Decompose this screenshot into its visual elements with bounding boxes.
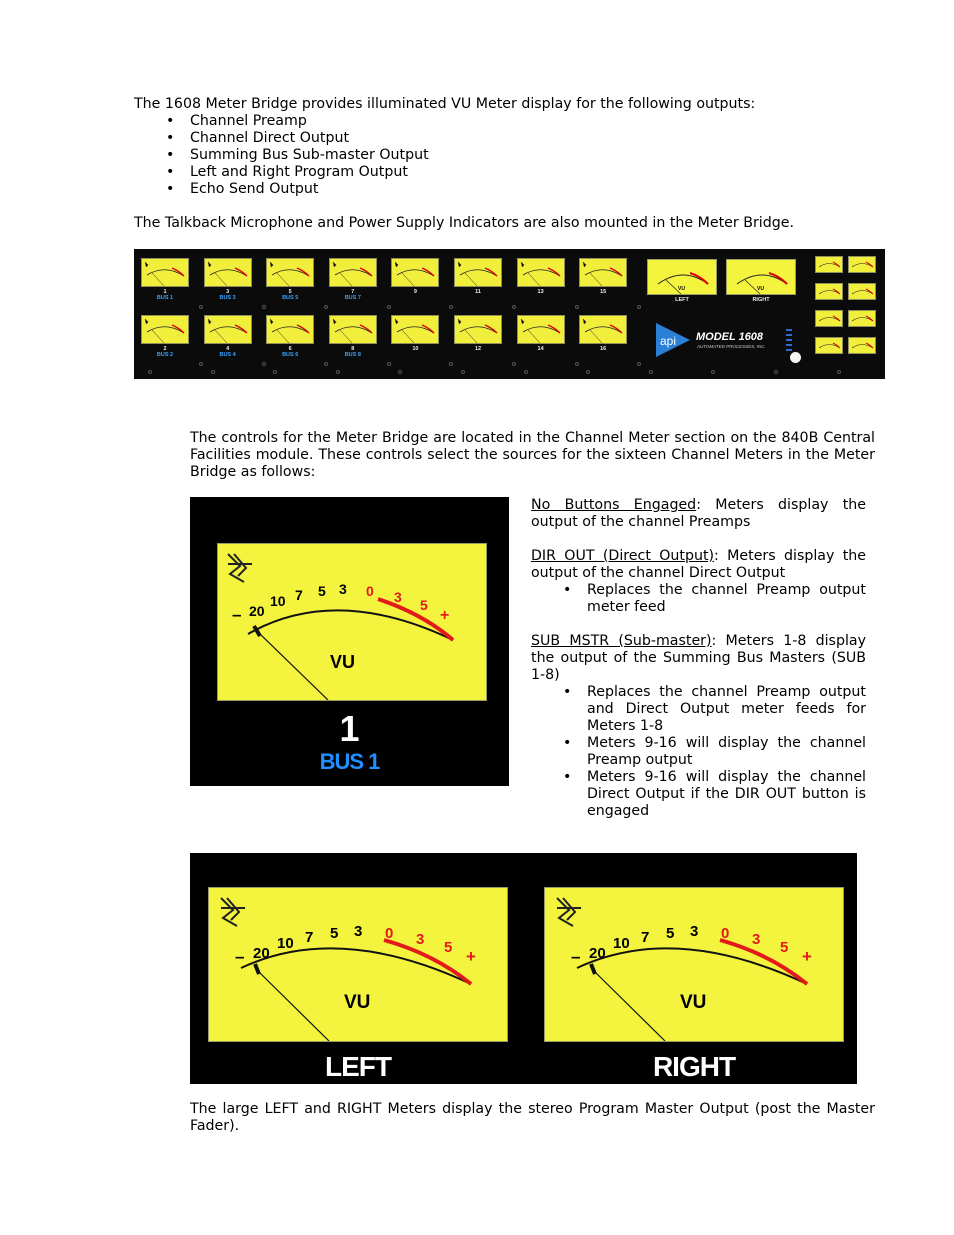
left-label: LEFT: [675, 297, 689, 303]
talkback-paragraph: The Talkback Microphone and Power Supply Indicators are also mounted in the Meter Bridge.: [134, 215, 794, 231]
screw-icon: [324, 362, 328, 366]
svg-text:10: 10: [613, 935, 630, 952]
channel-meter-label: [454, 346, 502, 352]
bus-label: BUS 2: [156, 352, 174, 358]
list-item: • Meters 9-16 will display the channel Preamp output: [587, 735, 866, 769]
channel-meter: [391, 315, 439, 344]
talkback-microphone: [790, 352, 801, 363]
channel-number: 5: [288, 289, 292, 295]
list-item: • Echo Send Output: [190, 181, 690, 198]
no-buttons-title: No Buttons Engaged: [531, 497, 697, 513]
channel-number: 11: [475, 289, 481, 295]
channel-meter: [454, 315, 502, 344]
channel-meter: [391, 258, 439, 287]
channel-number: 1: [163, 289, 167, 295]
bus-label: BUS 1: [156, 295, 174, 301]
sub-mstr-text: : Meters 1-8 display the output of the Summing Bus Masters (SUB 1-8): [531, 633, 866, 683]
channel-number: 2: [163, 346, 167, 352]
channel-number: 9: [413, 289, 417, 295]
channel-meter-label: [329, 289, 377, 301]
scale-numbers: [571, 923, 812, 1013]
svg-text:5: 5: [666, 925, 675, 942]
screw-icon: [148, 370, 152, 374]
vu-scale-icon: [209, 888, 507, 1041]
svg-text:+: +: [440, 607, 450, 624]
final-paragraph: The large LEFT and RIGHT Meters display the stereo Program Master Output (post the Master Fader).: [190, 1101, 875, 1134]
channel-number: 4: [226, 346, 230, 352]
meter-number: 1: [339, 708, 360, 749]
channel-meter-label: [391, 289, 439, 295]
scale-numbers: [235, 923, 476, 1013]
right-vu-meter-face: [544, 887, 844, 1042]
intro-paragraph: The 1608 Meter Bridge provides illuminated VU Meter display for the following outputs:: [134, 96, 756, 112]
right-meter-label: RIGHT: [652, 1051, 736, 1082]
screw-icon: [336, 370, 340, 374]
left-vu-meter-face: [208, 887, 508, 1042]
screw-icon: [199, 362, 203, 366]
svg-text:VU: VU: [680, 992, 707, 1013]
channel-meter: [579, 258, 627, 287]
list-item: • Summing Bus Sub-master Output: [190, 147, 690, 164]
screw-icon: [774, 370, 778, 374]
svg-text:0: 0: [366, 583, 374, 599]
channel-number: 13: [537, 289, 544, 295]
svg-text:3: 3: [690, 923, 699, 940]
model-subtitle: AUTOMATED PROCESSES, INC.: [697, 344, 766, 349]
svg-text:5: 5: [780, 939, 789, 956]
svg-text:5: 5: [444, 939, 453, 956]
echo-send-meter: [848, 256, 876, 273]
channel-meter-label: [266, 289, 314, 301]
channel-meter-label: [579, 289, 627, 295]
channel-meter: [454, 258, 502, 287]
svg-text:20: 20: [253, 945, 270, 962]
channel-meter: [266, 315, 314, 344]
channel-meter: [329, 315, 377, 344]
svg-text:20: 20: [589, 945, 606, 962]
svg-text:5: 5: [318, 583, 326, 599]
channel-meter: [141, 315, 189, 344]
svg-text:5: 5: [330, 925, 339, 942]
channel-number: 8: [351, 346, 355, 352]
svg-text:7: 7: [641, 929, 650, 946]
button-modes: [531, 497, 866, 820]
meter-bus-label: BUS 1: [319, 749, 380, 774]
screw-icon: [649, 370, 653, 374]
svg-text:+: +: [802, 947, 812, 966]
screw-icon: [324, 305, 328, 309]
vu-scale-icon: [727, 260, 797, 296]
screw-icon: [637, 362, 641, 366]
svg-text:3: 3: [339, 581, 347, 597]
svg-text:–: –: [571, 947, 581, 966]
svg-text:VU: VU: [757, 286, 764, 292]
sub-mstr-paragraph: [531, 633, 866, 684]
channel-number: 10: [412, 346, 419, 352]
screw-icon: [449, 362, 453, 366]
left-right-meters-image: [190, 853, 857, 1084]
dir-out-list: [587, 582, 866, 616]
echo-send-meter: [815, 256, 843, 273]
screw-icon: [586, 370, 590, 374]
echo-send-meter: [848, 310, 876, 327]
screw-icon: [211, 370, 215, 374]
api-logo-icon: [652, 321, 692, 359]
screw-icon: [398, 370, 402, 374]
svg-text:VU: VU: [678, 286, 685, 292]
channel-meter-label: [141, 346, 189, 358]
echo-send-meter: [848, 337, 876, 354]
vu-meter-face: [217, 543, 487, 701]
svg-text:+: +: [466, 947, 476, 966]
svg-text:VU: VU: [330, 652, 356, 672]
list-item: • Replaces the channel Preamp output and Direct Output meter feeds for Meters 1-8: [587, 684, 866, 735]
svg-text:5: 5: [420, 597, 428, 613]
channel-meter-label: [141, 289, 189, 301]
echo-send-meter: [815, 283, 843, 300]
channel-number: 3: [226, 289, 230, 295]
screw-icon: [575, 305, 579, 309]
left-program-meter: [647, 259, 717, 295]
bus-label: BUS 8: [344, 352, 361, 358]
right-label: RIGHT: [752, 297, 770, 303]
screw-icon: [273, 370, 277, 374]
screw-icon: [262, 305, 266, 309]
screw-icon: [387, 362, 391, 366]
list-item: • Channel Direct Output: [190, 130, 690, 147]
svg-text:3: 3: [394, 589, 402, 605]
svg-text:0: 0: [721, 925, 730, 942]
channel-meter: [329, 258, 377, 287]
meter-bridge-image: [134, 249, 885, 379]
bus-label: BUS 4: [219, 352, 236, 358]
model-label: MODEL 1608: [696, 331, 764, 343]
svg-text:10: 10: [277, 935, 294, 952]
channel-number: 14: [537, 346, 544, 352]
channel-meter-label: [204, 346, 252, 358]
vu-scale-icon: [218, 544, 486, 700]
dir-out-paragraph: [531, 548, 866, 582]
right-program-meter: [726, 259, 796, 295]
svg-text:–: –: [235, 947, 245, 966]
channel-meter: [517, 258, 565, 287]
channel-meter-label: [204, 289, 252, 301]
channel-meter: [579, 315, 627, 344]
svg-text:VU: VU: [344, 992, 371, 1013]
channel-number: 16: [600, 346, 607, 352]
channel-number: 15: [600, 289, 607, 295]
no-buttons-paragraph: [531, 497, 866, 531]
svg-text:0: 0: [385, 925, 394, 942]
list-item: • Left and Right Program Output: [190, 164, 690, 181]
svg-text:3: 3: [416, 931, 425, 948]
channel-number: 7: [351, 289, 355, 295]
svg-text:10: 10: [270, 593, 286, 609]
channel-meter-label: [517, 346, 565, 352]
dir-out-title: DIR OUT (Direct Output): [531, 548, 715, 564]
vu-scale-icon: [648, 260, 718, 296]
outputs-list: [190, 113, 690, 198]
power-supply-indicators: [786, 329, 796, 353]
channel-meter-image: [190, 497, 509, 786]
channel-meter-label: [579, 346, 627, 352]
left-meter-label: LEFT: [325, 1051, 391, 1082]
channel-number: 6: [288, 346, 292, 352]
echo-send-meter: [815, 310, 843, 327]
channel-meter: [517, 315, 565, 344]
screw-icon: [449, 305, 453, 309]
channel-meter-label: [391, 346, 439, 352]
bus-label: BUS 3: [219, 295, 236, 301]
list-item: • Meters 9-16 will display the channel Direct Output if the DIR OUT button is engaged: [587, 769, 866, 820]
channel-meter: [266, 258, 314, 287]
channel-meter-label: [266, 346, 314, 358]
controls-paragraph: The controls for the Meter Bridge are located in the Channel Meter section on the 840B Central Facilities module. These controls select the sources for the sixteen Channel Meters in the Meter Bridge as follows:: [190, 430, 875, 480]
svg-text:api: api: [660, 334, 677, 348]
channel-meter: [141, 258, 189, 287]
channel-meter: [204, 258, 252, 287]
list-item: • Replaces the channel Preamp output meter feed: [587, 582, 866, 616]
screw-icon: [637, 305, 641, 309]
screw-icon: [524, 370, 528, 374]
sub-mstr-title: SUB MSTR (Sub-master): [531, 633, 712, 649]
channel-meter: [204, 315, 252, 344]
svg-text:20: 20: [249, 603, 265, 619]
screw-icon: [262, 362, 266, 366]
svg-text:–: –: [232, 605, 242, 624]
screw-icon: [575, 362, 579, 366]
svg-text:7: 7: [305, 929, 314, 946]
bus-label: BUS 5: [282, 295, 299, 301]
echo-send-meter: [848, 283, 876, 300]
list-item: • Channel Preamp: [190, 113, 690, 130]
svg-text:7: 7: [295, 587, 303, 603]
channel-meter-label: [517, 289, 565, 295]
sub-mstr-list: [587, 684, 866, 820]
vu-scale-icon: [545, 888, 843, 1041]
svg-text:3: 3: [354, 923, 363, 940]
svg-text:3: 3: [752, 931, 761, 948]
dir-out-text: : Meters display the output of the channel Direct Output: [531, 548, 866, 581]
screw-icon: [512, 305, 516, 309]
no-buttons-text: : Meters display the output of the channel Preamps: [531, 497, 866, 530]
channel-number: 12: [474, 346, 482, 352]
echo-send-meter: [815, 337, 843, 354]
screw-icon: [387, 305, 391, 309]
channel-meter-label: [454, 289, 502, 295]
bus-label: BUS 7: [344, 295, 361, 301]
screw-icon: [199, 305, 203, 309]
screw-icon: [711, 370, 715, 374]
channel-meter-label: [329, 346, 377, 358]
screw-icon: [837, 370, 841, 374]
screw-icon: [461, 370, 465, 374]
screw-icon: [512, 362, 516, 366]
bus-label: BUS 6: [282, 352, 299, 358]
